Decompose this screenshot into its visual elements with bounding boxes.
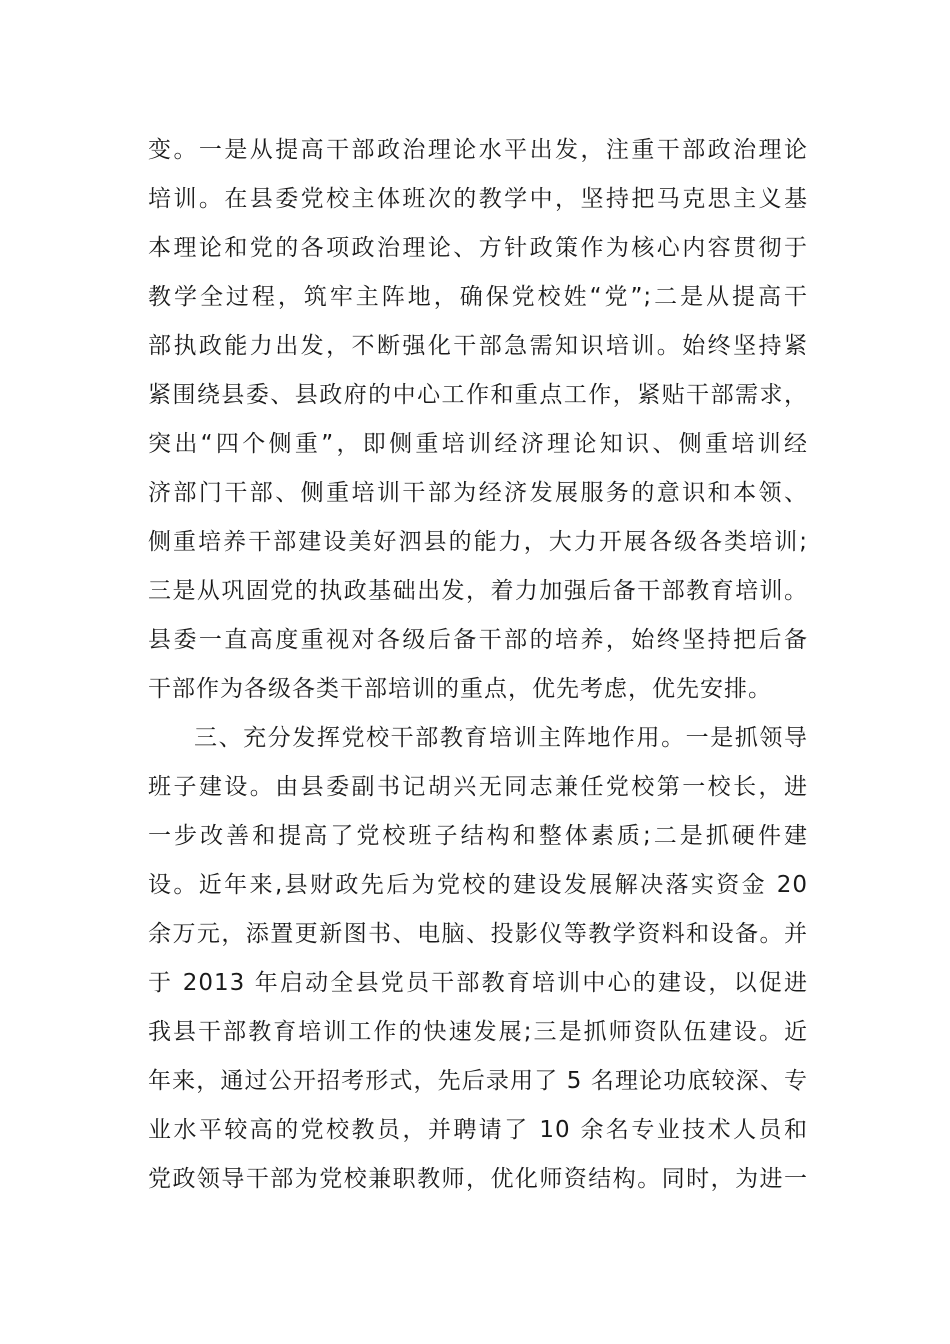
- text-line: 济部门干部、侧重培训干部为经济发展服务的意识和本领、: [148, 480, 808, 506]
- text-line: 于 2013 年启动全县党员干部教育培训中心的建设，以促进: [148, 970, 808, 996]
- body-text: [148, 126, 808, 1204]
- text-line: 三是从巩固党的执政基础出发，着力加强后备干部教育培训。: [148, 578, 808, 604]
- text-line: 变。一是从提高干部政治理论水平出发，注重干部政治理论: [148, 137, 808, 163]
- paragraph-end-line: 干部作为各级各类干部培训的重点，优先考虑，优先安排。: [148, 676, 772, 702]
- text-line: 党政领导干部为党校兼职教师，优化师资结构。同时，为进一: [148, 1166, 808, 1192]
- text-line: 一步改善和提高了党校班子结构和整体素质;二是抓硬件建: [148, 823, 808, 849]
- text-line: 余万元，添置更新图书、电脑、投影仪等教学资料和设备。并: [148, 921, 808, 947]
- text-line: 教学全过程，筑牢主阵地，确保党校姓“党”;二是从提高干: [148, 284, 808, 310]
- text-line: 侧重培养干部建设美好泗县的能力，大力开展各级各类培训;: [148, 529, 808, 555]
- section-heading-line: 三、充分发挥党校干部教育培训主阵地作用。一是抓领导: [194, 725, 808, 751]
- text-line: 设。近年来,县财政先后为党校的建设发展解决落实资金 20: [148, 872, 808, 898]
- text-line: 本理论和党的各项政治理论、方针政策作为核心内容贯彻于: [148, 235, 808, 261]
- text-line: 培训。在县委党校主体班次的教学中，坚持把马克思主义基: [148, 186, 808, 212]
- text-line: 紧围绕县委、县政府的中心工作和重点工作，紧贴干部需求，: [148, 382, 808, 408]
- text-line: 突出“四个侧重”，即侧重培训经济理论知识、侧重培训经: [148, 431, 808, 457]
- text-line: 业水平较高的党校教员，并聘请了 10 余名专业技术人员和: [148, 1117, 808, 1143]
- text-line: 年来，通过公开招考形式，先后录用了 5 名理论功底较深、专: [148, 1068, 808, 1094]
- text-line: 我县干部教育培训工作的快速发展;三是抓师资队伍建设。近: [148, 1019, 808, 1045]
- text-line: 部执政能力出发，不断强化干部急需知识培训。始终坚持紧: [148, 333, 808, 359]
- text-line: 县委一直高度重视对各级后备干部的培养，始终坚持把后备: [148, 627, 808, 653]
- text-line: 班子建设。由县委副书记胡兴无同志兼任党校第一校长，进: [148, 774, 808, 800]
